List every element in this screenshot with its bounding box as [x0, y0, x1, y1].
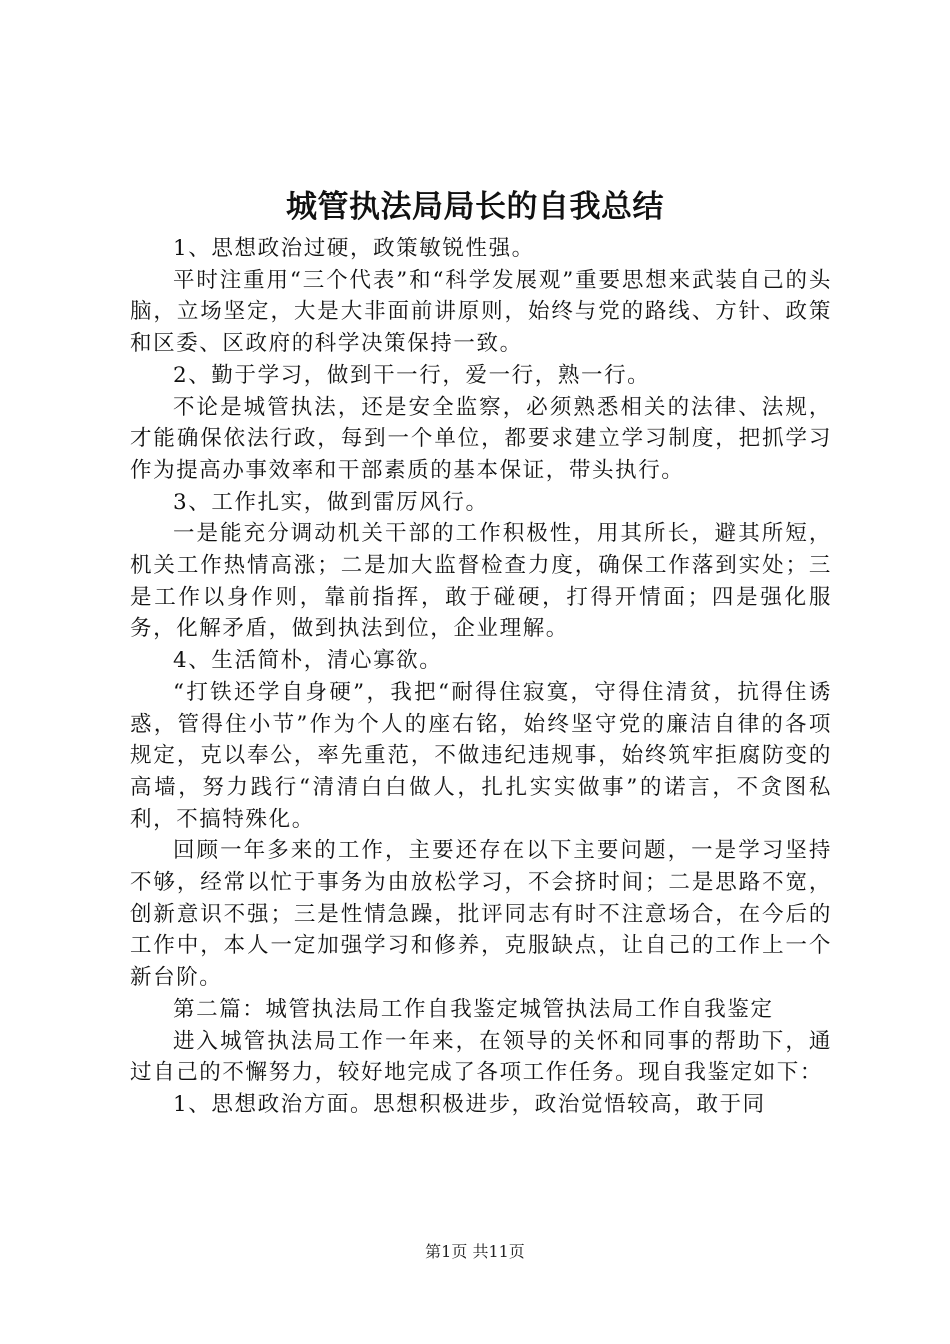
section-heading: 2、勤于学习，做到干一行，爱一行，熟一行。	[173, 362, 651, 388]
body-paragraph: 不论是城管执法，还是安全监察，必须熟悉相关的法律、法规，才能确保依法行政，每到一个单位，都要求建立学习制度，把抓学习作为提高办事效率和干部素质的基本保证，带头执行。	[130, 394, 832, 483]
section-heading: 3、工作扎实，做到雷厉风行。	[173, 489, 489, 515]
page-number-footer: 第1页 共11页	[425, 1242, 525, 1261]
body-paragraph: 一是能充分调动机关干部的工作积极性，用其所长，避其所短，机关工作热情高涨；二是加大监督检查力度，确保工作落到实处；三是工作以身作则，靠前指挥，敢于碰硬，打得开情面；四是强化服务，化解矛盾，做到执法到位，企业理解。	[130, 521, 832, 642]
section-heading: 1、思想政治过硬，政策敏锐性强。	[173, 236, 535, 261]
document-title: 城管执法局局长的自我总结	[286, 189, 664, 225]
section-heading: 4、生活简朴，清心寡欲。	[173, 648, 443, 674]
body-paragraph: 平时注重用“三个代表”和“科学发展观”重要思想来武装自己的头脑，立场坚定，大是大非面前讲原则，始终与党的路线、方针、政策和区委、区政府的科学决策保持一致。	[130, 267, 832, 357]
body-paragraph: 回顾一年多来的工作，主要还存在以下主要问题，一是学习坚持不够，经常以忙于事务为由放松学习，不会挤时间；二是思路不宽，创新意识不强；三是性情急躁，批评同志有时不注意场合，在今后的工作中，本人一定加强学习和修养，克服缺点，让自己的工作上一个新台阶。	[130, 838, 832, 991]
body-paragraph: 1、思想政治方面。思想积极进步，政治觉悟较高，敢于同	[173, 1091, 766, 1117]
body-paragraph: 进入城管执法局工作一年来，在领导的关怀和同事的帮助下，通过自己的不懈努力，较好地完成了各项工作任务。现自我鉴定如下：	[130, 1028, 832, 1086]
body-paragraph: “打铁还学自身硬”，我把“耐得住寂寞，守得住清贫，抗得住诱惑，管得住小节”作为个人的座右铭，始终坚守党的廉洁自律的各项规定，克以奉公，率先重范，不做违纪违规事，始终筑牢拒腐防变的高墙，努力践行“清清白白做人，扎扎实实做事”的诺言，不贪图私利，不搞特殊化。	[130, 679, 832, 832]
document-body	[130, 233, 832, 1121]
second-part-title: 第二篇：城管执法局工作自我鉴定城管执法局工作自我鉴定	[173, 996, 774, 1022]
